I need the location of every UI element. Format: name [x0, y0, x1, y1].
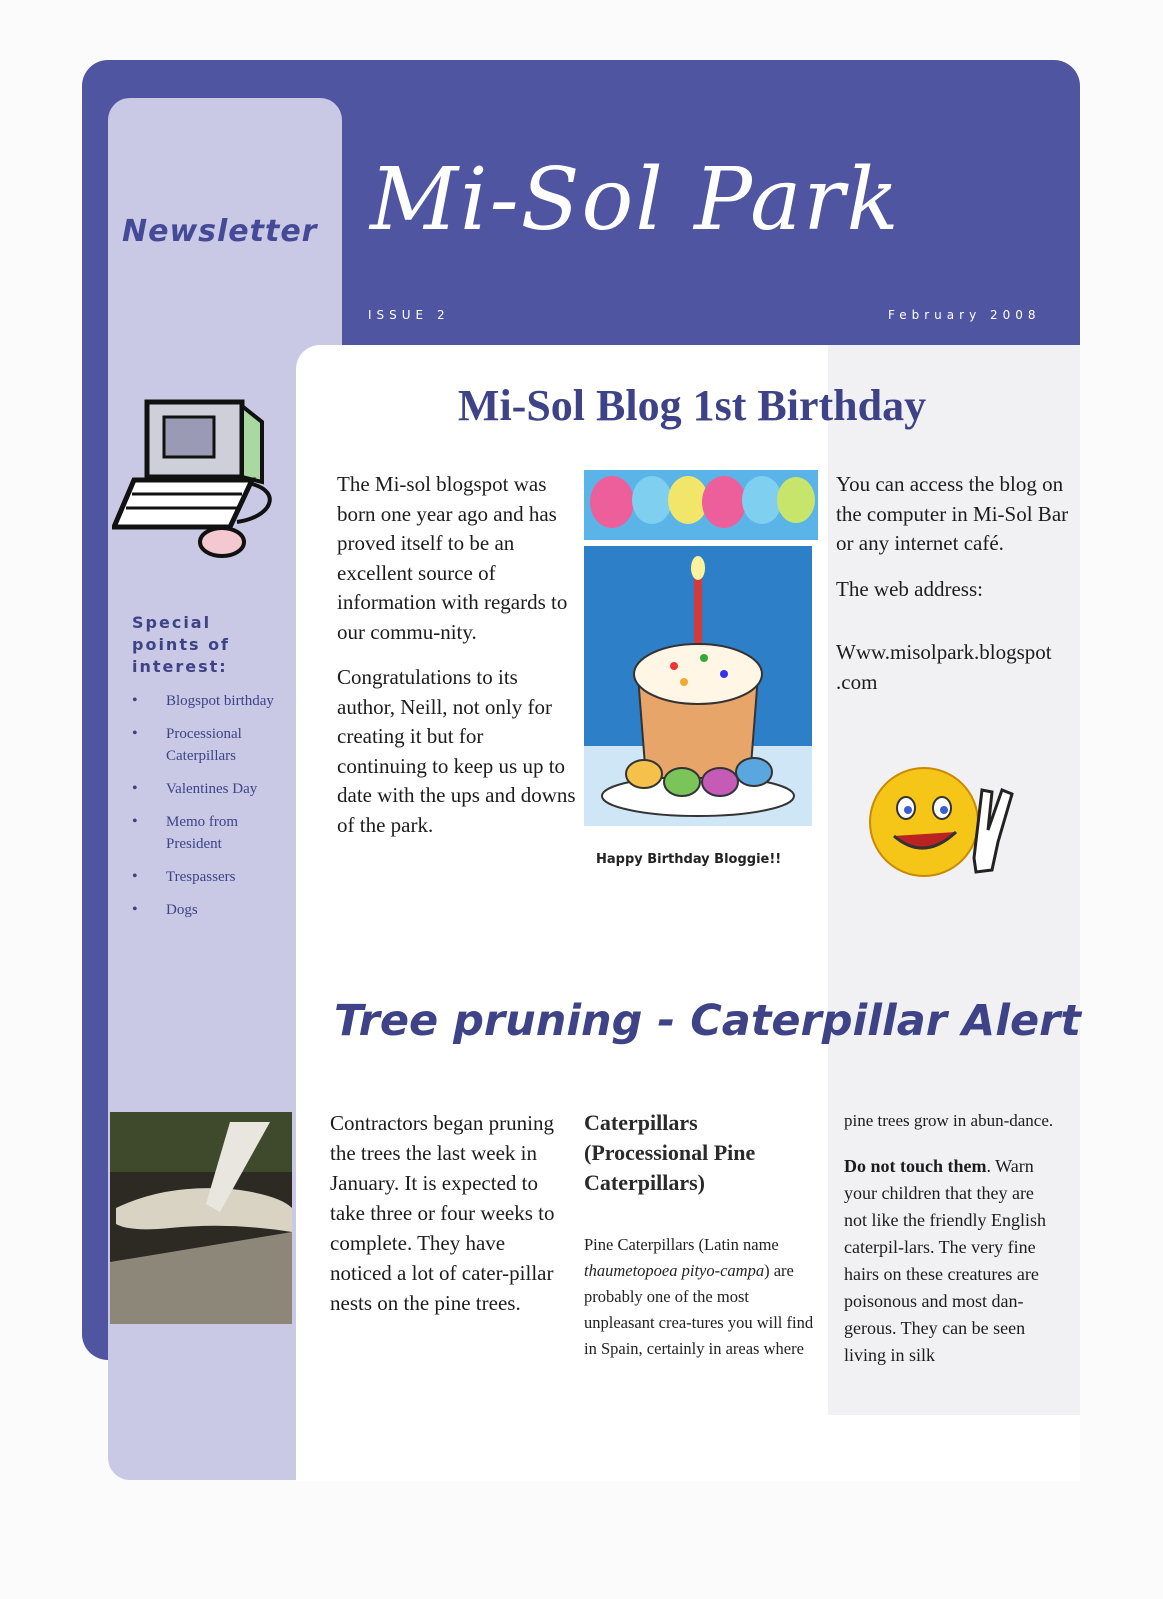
article2-column-1: Contractors began pruning the trees the last week in January. It is expected to take three or four weeks to complete. They have noticed a lot of cater-pillar nests on the pine trees.	[330, 1111, 555, 1315]
list-item: • Processional Caterpillars	[130, 723, 290, 767]
caterpillar-photo	[110, 1112, 292, 1324]
article2-column-3	[844, 1108, 1059, 1369]
masthead-title: Mi-Sol Park	[370, 150, 901, 250]
article2-column-2	[584, 1108, 814, 1362]
image-caption: Happy Birthday Bloggie!!	[596, 852, 782, 867]
paragraph: The Mi-sol blogspot was born one year ago and has proved itself to be an excellent source of information with regards to our commu-nity.	[337, 472, 568, 644]
computer-clipart-icon	[112, 392, 282, 572]
issue-number: ISSUE 2	[368, 308, 450, 322]
web-address: Www.misolpark.blogspot .com	[836, 640, 1052, 694]
article-column-1	[337, 470, 577, 856]
issue-date: February 2008	[888, 308, 1041, 322]
text-span: . Warn your children that they are not like the friendly English caterpil-lars. The very fine hairs on these creatures are poisonous and most dan-gerous. They can be seen living in silk	[844, 1156, 1046, 1365]
list-item: • Blogspot birthday	[130, 690, 290, 712]
article-headline: Mi-Sol Blog 1st Birthday	[457, 381, 927, 430]
list-item: • Memo from President	[130, 811, 290, 855]
paragraph: pine trees grow in abun-dance.	[844, 1111, 1054, 1130]
latin-name: thaumetopoea pityo-campa	[584, 1261, 765, 1280]
interest-heading: Special points of interest:	[132, 613, 231, 676]
text-span: Pine Caterpillars (Latin name	[584, 1235, 779, 1254]
paragraph: You can access the blog on the computer in Mi-Sol Bar or any internet café.	[836, 472, 1069, 555]
list-item: • Dogs	[130, 899, 290, 921]
paragraph	[844, 1153, 1059, 1369]
balloons-banner-image	[584, 470, 818, 540]
list-item: • Trespassers	[130, 866, 290, 888]
birthday-cake-image	[584, 546, 812, 826]
article2-headline: Tree pruning - Caterpillar Alert	[334, 996, 1081, 1046]
newsletter-label: Newsletter	[122, 214, 318, 249]
paragraph	[584, 1232, 814, 1362]
paragraph: The web address:	[836, 576, 983, 601]
list-item: • Valentines Day	[130, 778, 290, 800]
warning-text: Do not touch them	[844, 1156, 987, 1176]
article-column-3	[836, 470, 1086, 713]
interest-list	[130, 690, 290, 932]
paragraph: Congratulations to its author, Neill, not only for creating it but for continuing to keep us up to date with the ups and downs of the park.	[337, 665, 576, 837]
subheading: Caterpillars (Processional Pine Caterpillars)	[584, 1110, 756, 1195]
smiley-peace-sign-icon	[864, 760, 1034, 890]
text-span: ) are probably one of the most unpleasant crea-tures you will find in Spain, certainly in areas where	[584, 1261, 814, 1358]
